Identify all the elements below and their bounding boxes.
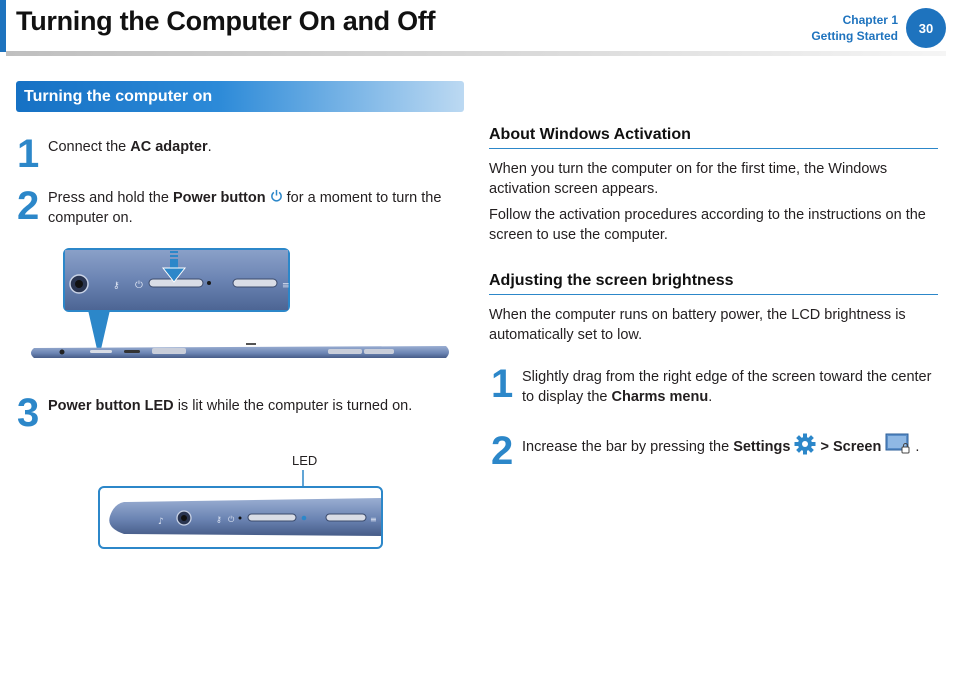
svg-text:⏻: ⏻ bbox=[135, 280, 143, 291]
chapter-name: Getting Started bbox=[811, 29, 898, 43]
screen-icon bbox=[885, 433, 911, 461]
brightness-step-number-1: 1 bbox=[491, 362, 514, 406]
led-illustration bbox=[98, 486, 383, 549]
brightness-heading: Adjusting the screen brightness bbox=[489, 272, 734, 289]
screen-term: Screen bbox=[832, 438, 882, 455]
activation-paragraph-1: When you turn the computer on for the first time, the Windows activation screen appears. bbox=[489, 161, 888, 197]
step-3-text: Power button LED is lit while the computer is turned on. bbox=[48, 398, 413, 414]
svg-text:≡: ≡ bbox=[282, 281, 290, 291]
step-1-text: Connect the AC adapter. bbox=[48, 139, 212, 155]
svg-text:⏻: ⏻ bbox=[228, 515, 235, 524]
svg-text:⚷: ⚷ bbox=[216, 515, 222, 524]
brightness-step-1-text: Slightly drag from the right edge of the screen toward the center to display the Charms menu. bbox=[522, 369, 932, 405]
chapter-info bbox=[811, 12, 898, 44]
step-number-1: 1 bbox=[17, 132, 40, 176]
svg-text:⚷: ⚷ bbox=[113, 281, 120, 291]
header-divider bbox=[6, 51, 946, 56]
led-label: LED bbox=[292, 453, 318, 468]
power-icon bbox=[270, 188, 283, 208]
power-led-term: Power button LED bbox=[48, 398, 174, 414]
header-accent-bar bbox=[0, 0, 6, 52]
step-number-3: 3 bbox=[17, 391, 40, 435]
settings-gear-icon bbox=[794, 433, 816, 461]
power-button-zoom-illustration bbox=[63, 248, 290, 312]
brightness-paragraph: When the computer runs on battery power, the LCD brightness is automatically set to low. bbox=[489, 307, 906, 343]
down-arrow-icon bbox=[162, 250, 186, 284]
section-title-bar: Turning the computer on bbox=[16, 81, 464, 112]
activation-heading-rule bbox=[489, 148, 938, 149]
step-number-2: 2 bbox=[17, 184, 40, 228]
device-side-full-illustration bbox=[28, 340, 453, 364]
activation-heading: About Windows Activation bbox=[489, 126, 691, 143]
activation-paragraph-2: Follow the activation procedures according to the instructions on the screen to use the computer. bbox=[489, 207, 926, 243]
brightness-step-number-2: 2 bbox=[491, 429, 514, 473]
ac-adapter-term: AC adapter bbox=[130, 139, 208, 155]
step-2-text: Press and hold the Power button for a moment to turn the computer on. bbox=[48, 190, 442, 227]
settings-term: Settings bbox=[733, 438, 791, 455]
page-title: Turning the Computer On and Off bbox=[16, 6, 436, 36]
chapter-label: Chapter 1 bbox=[842, 13, 898, 27]
charms-menu-term: Charms menu bbox=[611, 389, 709, 405]
page-number-badge: 30 bbox=[906, 8, 946, 48]
breadcrumb-separator: > bbox=[816, 438, 833, 455]
power-button-term: Power button bbox=[172, 190, 266, 206]
svg-text:≡: ≡ bbox=[370, 515, 377, 524]
brightness-heading-rule bbox=[489, 294, 938, 295]
brightness-step-2-text: Increase the bar by pressing the Settings > Screen . bbox=[522, 433, 942, 461]
svg-text:♪: ♪ bbox=[158, 517, 164, 527]
device-led-zoom-svg bbox=[100, 488, 381, 547]
